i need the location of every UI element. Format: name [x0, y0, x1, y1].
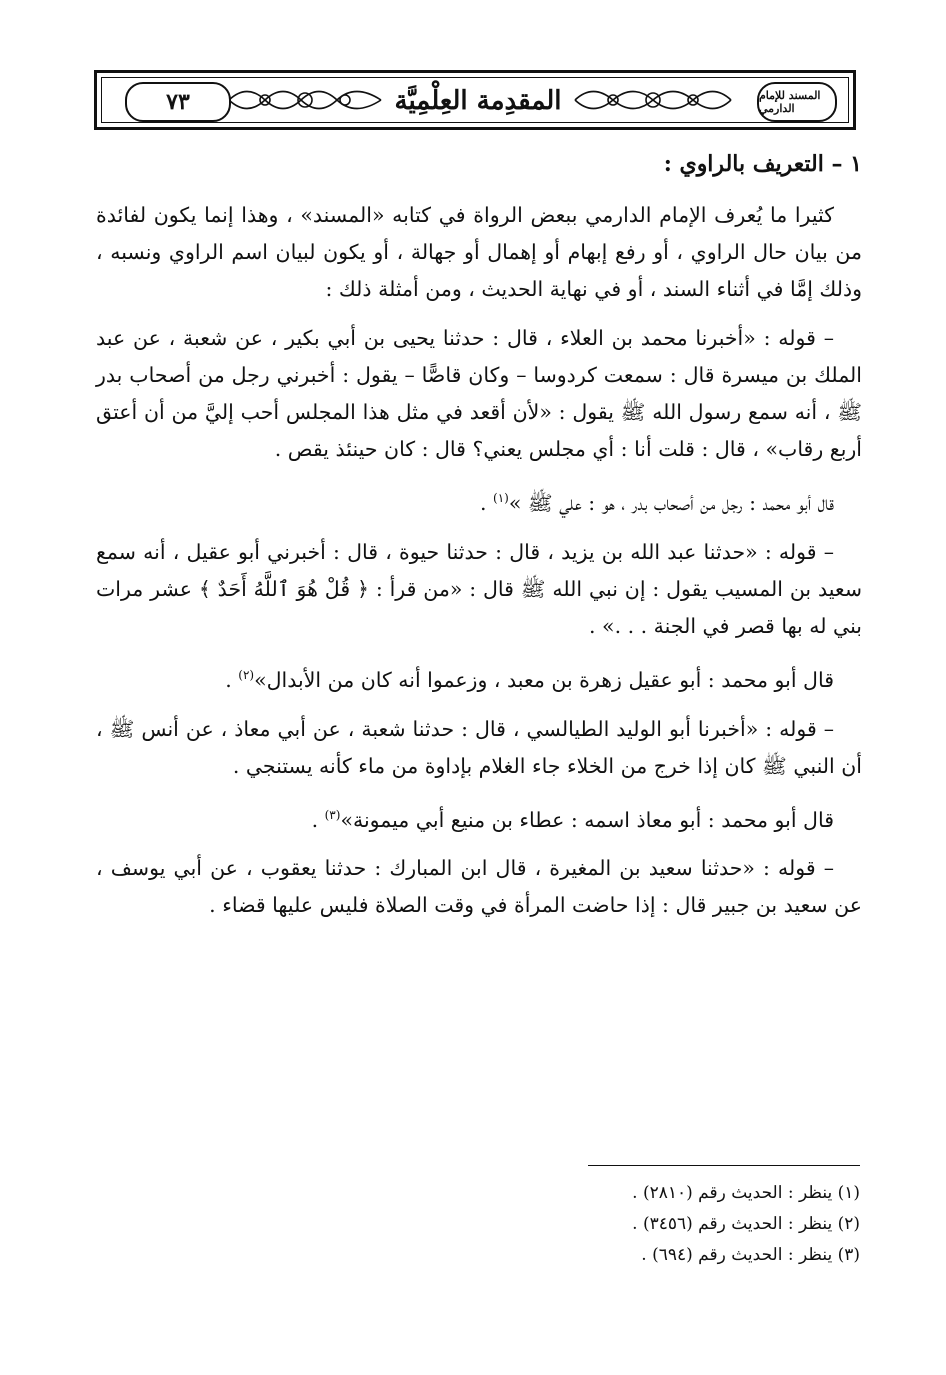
example-1-comment: قال أبو محمد : رجل من أصحاب بدر ، هو : علي ﷺ »$^{(١)}$ .	[479, 490, 834, 515]
example-3-quote: – قوله : «أخبرنا أبو الوليد الطيالسي ، قال : حدثنا شعبة ، عن أبي معاذ ، عن أنس ﷺ ، أن النبي ﷺ كان إذا خرج من الخلاء جاء الغلام بإداوة من ماء كأنه يستنجي .	[96, 716, 862, 778]
header-ornament-right	[573, 81, 733, 119]
footnote-1: (١) ينظر : الحديث رقم (٢٨١٠) .	[632, 1183, 860, 1203]
example-1-quote: – قوله : «أخبرنا محمد بن العلاء ، قال : حدثنا يحيى بن أبي بكير ، عن شعبة ، عن عبد الملك بن ميسرة قال : سمعت كردوسا – وكان قاصًّا – يقول : أخبرني رجل من أصحاب بدر ﷺ ، أنه سمع رسول الله ﷺ يقول : «لأن أقعد في مثل هذا المجلس أحب إليَّ من أن أعتق أربع رقاب» ، قال : قلت أنا : أي مجلس يعني؟ قال : كان حينئذ يقص .	[96, 326, 862, 461]
page-number: ٧٣	[125, 82, 231, 122]
footnote-divider	[588, 1165, 860, 1166]
example-2-comment: قال أبو محمد : أبو عقيل زهرة بن معبد ، وزعموا أنه كان من الأبدال»$^{(٢)}$ .	[225, 667, 834, 692]
page-header	[94, 70, 856, 130]
footnote-ref-1: (١)	[493, 491, 509, 505]
footnote-3: (٣) ينظر : الحديث رقم (٦٩٤) .	[641, 1245, 860, 1265]
example-1-comment-text: قال أبو محمد : رجل من أصحاب بدر ، هو : علي ﷺ »	[508, 490, 834, 515]
example-2-quote: – قوله : «حدثنا عبد الله بن يزيد ، قال : حدثنا حيوة ، قال : أخبرني أبو عقيل ، أنه سمع سعيد بن المسيب يقول : إن نبي الله ﷺ قال : «من قرأ : ﴿ قُلْ هُوَ ٱللَّهُ أَحَدٌ ﴾ عشر مرات بني له بها قصر في الجنة . . .» .	[96, 539, 862, 638]
header-ornament-left	[227, 81, 383, 119]
page-content	[96, 140, 862, 936]
example-4-quote: – قوله : «حدثنا سعيد بن المغيرة ، قال ابن المبارك : حدثنا يعقوب ، عن أبي يوسف ، عن سعيد بن جبير قال : إذا حاضت المرأة في وقت الصلاة فليس عليها قضاء .	[96, 856, 862, 918]
header-title: المقدِمة العِلْمِيَّة	[394, 86, 562, 116]
example-3-comment-text: قال أبو محمد : أبو معاذ اسمه : عطاء بن منيع أبي ميمونة»	[340, 807, 834, 832]
section-heading: ١ – التعريف بالراوي :	[663, 151, 862, 177]
intro-paragraph: كثيرا ما يُعرف الإمام الدارمي ببعض الرواة في كتابه «المسند» ، وهذا إنما يكون لفائدة من بيان حال الراوي ، أو رفع إبهام أو إهمال أو جهالة ، أو يكون لبيان اسم الراوي ونسبه ، وذلك إمَّا في أثناء السند ، أو في نهاية الحديث ، ومن أمثلة ذلك :	[96, 203, 862, 301]
book-seal-logo: المسند للإمام الدارمي	[757, 82, 837, 122]
footnote-ref-2: (٢)	[238, 667, 255, 682]
example-2-comment-text: قال أبو محمد : أبو عقيل زهرة بن معبد ، وزعموا أنه كان من الأبدال»	[254, 667, 834, 692]
example-3-comment: قال أبو محمد : أبو معاذ اسمه : عطاء بن منيع أبي ميمونة»$^{(٣)}$ .	[311, 807, 834, 832]
footnotes	[360, 1178, 860, 1271]
footnote-2: (٢) ينظر : الحديث رقم (٣٤٥٦) .	[632, 1214, 860, 1234]
footnote-ref-3: (٣)	[324, 807, 341, 822]
